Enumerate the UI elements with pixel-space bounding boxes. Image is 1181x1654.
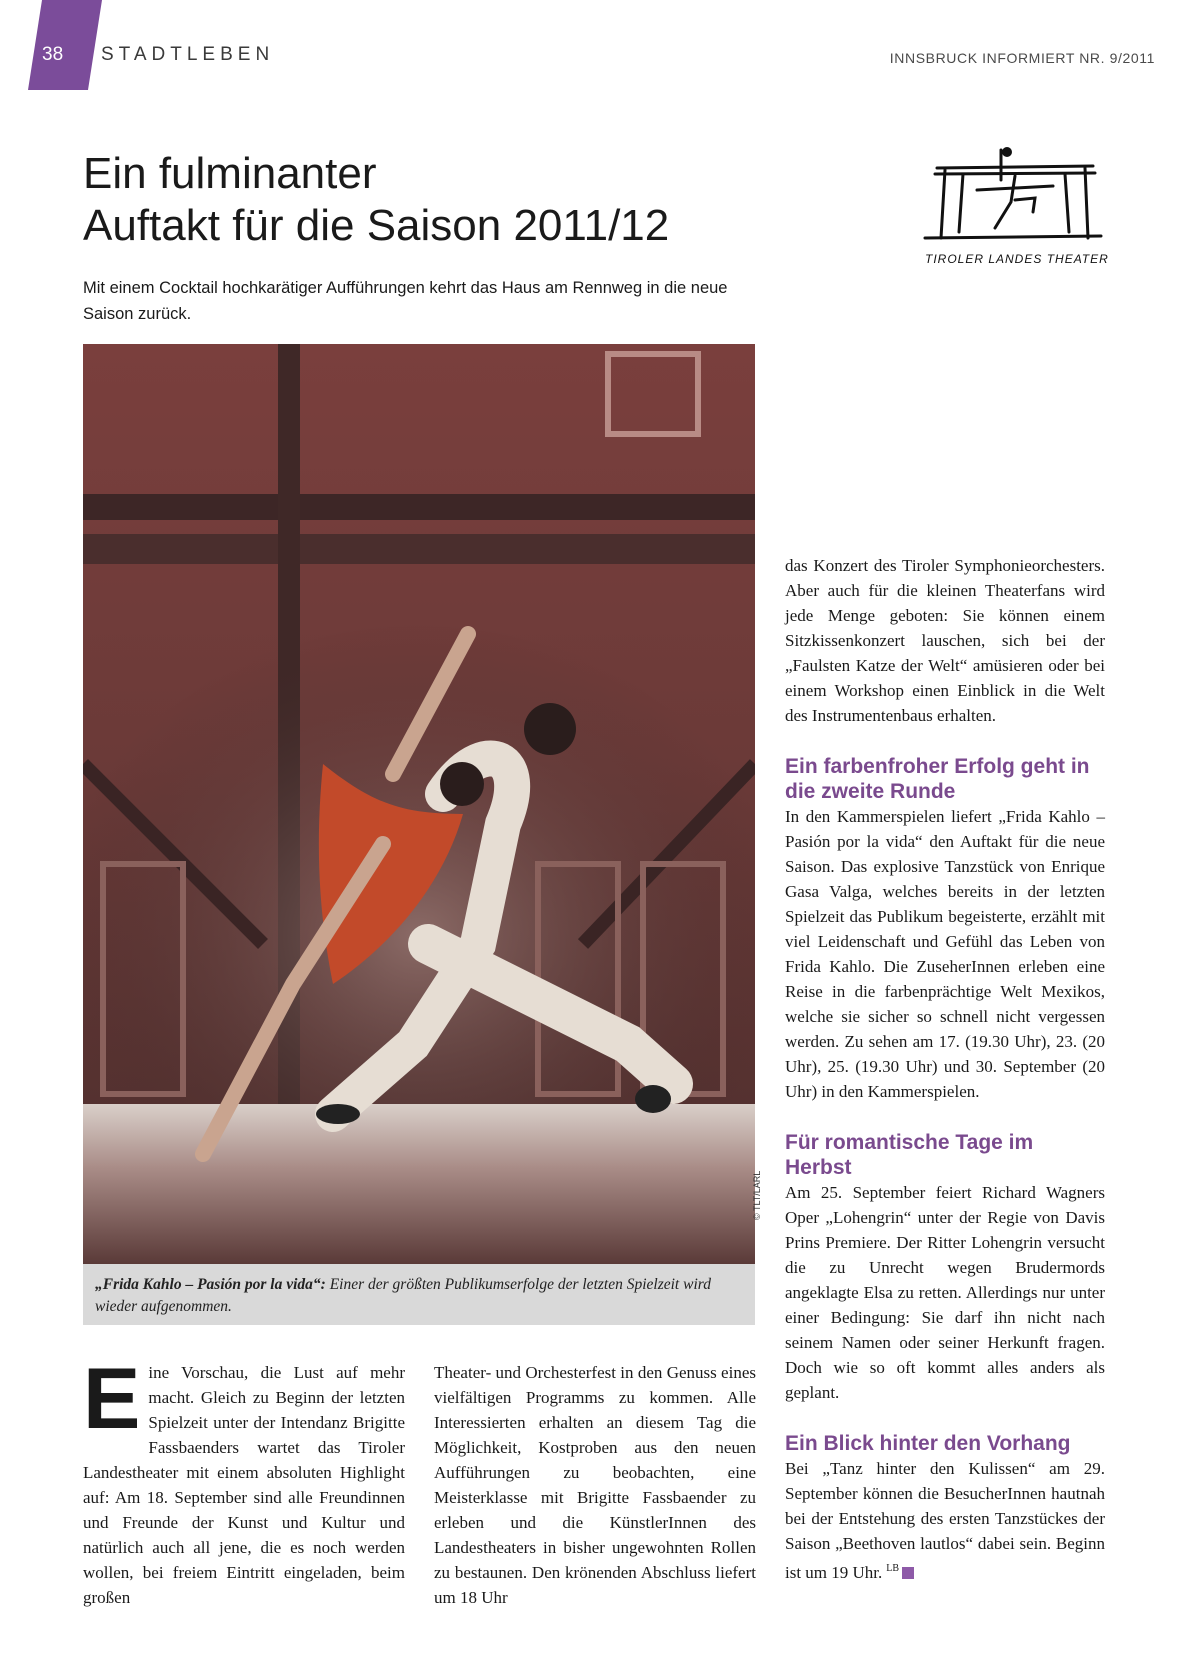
section-label: STADTLEBEN xyxy=(101,44,275,65)
subhead-romantische-tage: Für romantische Tage im Herbst xyxy=(785,1131,1034,1179)
photo-credit: © TLT/LARL xyxy=(752,1170,762,1220)
subhead-blick-hinter-vorhang: Ein Blick hinter den Vorhang xyxy=(785,1432,1071,1455)
body-text-2: Theater- und Orchesterfest in den Genuss eines vielfältigen Programms zu kommen. Alle Interessierten erhalten an diesem Tag die Möglichkeit, Kostproben aus den neuen Aufführungen zu beobachten, eine Meisterklasse mit Brigitte Fassbaender zu erleben und die KünstlerInnen des Landestheaters in bisher ungewohnten Rollen zu bestaunen. Den krönenden Abschluss liefert um 18 Uhr xyxy=(434,1363,756,1607)
body-text-lohengrin: Am 25. September feiert Richard Wagners Oper „Lohengrin“ unter der Regie von Davis Prins Premiere. Der Ritter Lohengrin versucht die zu Unrecht wegen Brudermords angeklagte Elsa zu retten. Allerdings nur unter einer Bedingung: Sie darf ihn nicht nach seinem Namen oder seiner Herkunft fragen. Doch wie so oft kommt alles anders als geplant. xyxy=(785,1183,1105,1402)
body-text-3-intro: das Konzert des Tiroler Symphonieorchesters. Aber auch für die kleinen Theaterfans wird jede Menge geboten: Sie können einem Sitzkissenkonzert lauschen, sich bei der „Faulsten Katze der Welt“ amüsieren oder bei einem Workshop einen Einblick in die Welt des Instrumentenbaus erhalten. xyxy=(785,556,1105,725)
caption-title: „Frida Kahlo – Pasión por la vida“: xyxy=(95,1276,326,1293)
issue-label: INNSBRUCK INFORMIERT NR. 9/2011 xyxy=(889,50,1155,66)
logo-wordmark: TIROLER LANDES THEATER xyxy=(925,252,1109,266)
body-column-3 xyxy=(785,553,1105,1585)
body-text-tanz-kulissen: Bei „Tanz hinter den Kulissen“ am 29. September können die BesucherInnen hautnah bei der Entstehung des ersten Tanzstückes der Saison „Beethoven lautlos“ dabei sein. Beginn ist um 19 Uhr. xyxy=(785,1459,1105,1582)
tiroler-landestheater-logo-icon xyxy=(915,140,1109,270)
drop-cap: E xyxy=(83,1351,141,1447)
body-column-2 xyxy=(434,1360,756,1610)
body-text-frida-kahlo: In den Kammerspielen liefert „Frida Kahlo – Pasión por la vida“ den Auftakt für die neue Saison. Das explosive Tanzstück von Enrique Gasa Valga, welches bereits in der letzten Spielzeit das Publikum begeisterte, erzählt mit viel Leidenschaft und Gefühl das Leben von Frida Kahlo. Die ZuseherInnen erleben eine Reise in die farbenprächtige Welt Mexikos, welche sie sicher so schnell nicht vergessen werden. Zu sehen am 17. (19.30 Uhr), 23. (20 Uhr), 25. (19.30 Uhr) und 30. September (20 Uhr) in den Kammerspielen. xyxy=(785,807,1105,1101)
body-text-tanz-kulissen-wrapper xyxy=(785,1456,1105,1585)
page-number: 38 xyxy=(42,44,64,65)
page-number-tab xyxy=(28,0,102,90)
headline-line-1: Ein fulminanter xyxy=(83,149,377,198)
photo-caption xyxy=(83,1264,755,1325)
body-column-1 xyxy=(83,1351,405,1610)
body-text-1: ine Vorschau, die Lust auf mehr macht. Gleich zu Beginn der letzten Spielzeit unter der Intendanz Brigitte Fassbaenders wartet das Tiroler Landestheater mit einem absoluten Highlight auf: Am 18. September sind alle Freundinnen und Freunde der Kunst und Kultur und natürlich auch all jene, die es noch werden wollen, bei freiem Eintritt eingeladen, beim großen xyxy=(83,1363,405,1607)
article-lead: Mit einem Cocktail hochkarätiger Aufführungen kehrt das Haus am Rennweg in die neue Saison zurück. xyxy=(83,279,728,323)
subhead-farbenfroher-erfolg: Ein farbenfroher Erfolg geht in die zweite Runde xyxy=(785,755,1090,803)
author-initials: LB xyxy=(886,1563,900,1574)
dance-photo xyxy=(83,344,755,1264)
article-headline xyxy=(83,148,723,252)
end-of-article-square-icon xyxy=(902,1567,914,1579)
headline-line-2: Auftakt für die Saison 2011/12 xyxy=(83,201,670,250)
caption-text: Einer der größten Publikumserfolge der letzten Spielzeit wird wieder aufgenommen. xyxy=(95,1276,711,1315)
